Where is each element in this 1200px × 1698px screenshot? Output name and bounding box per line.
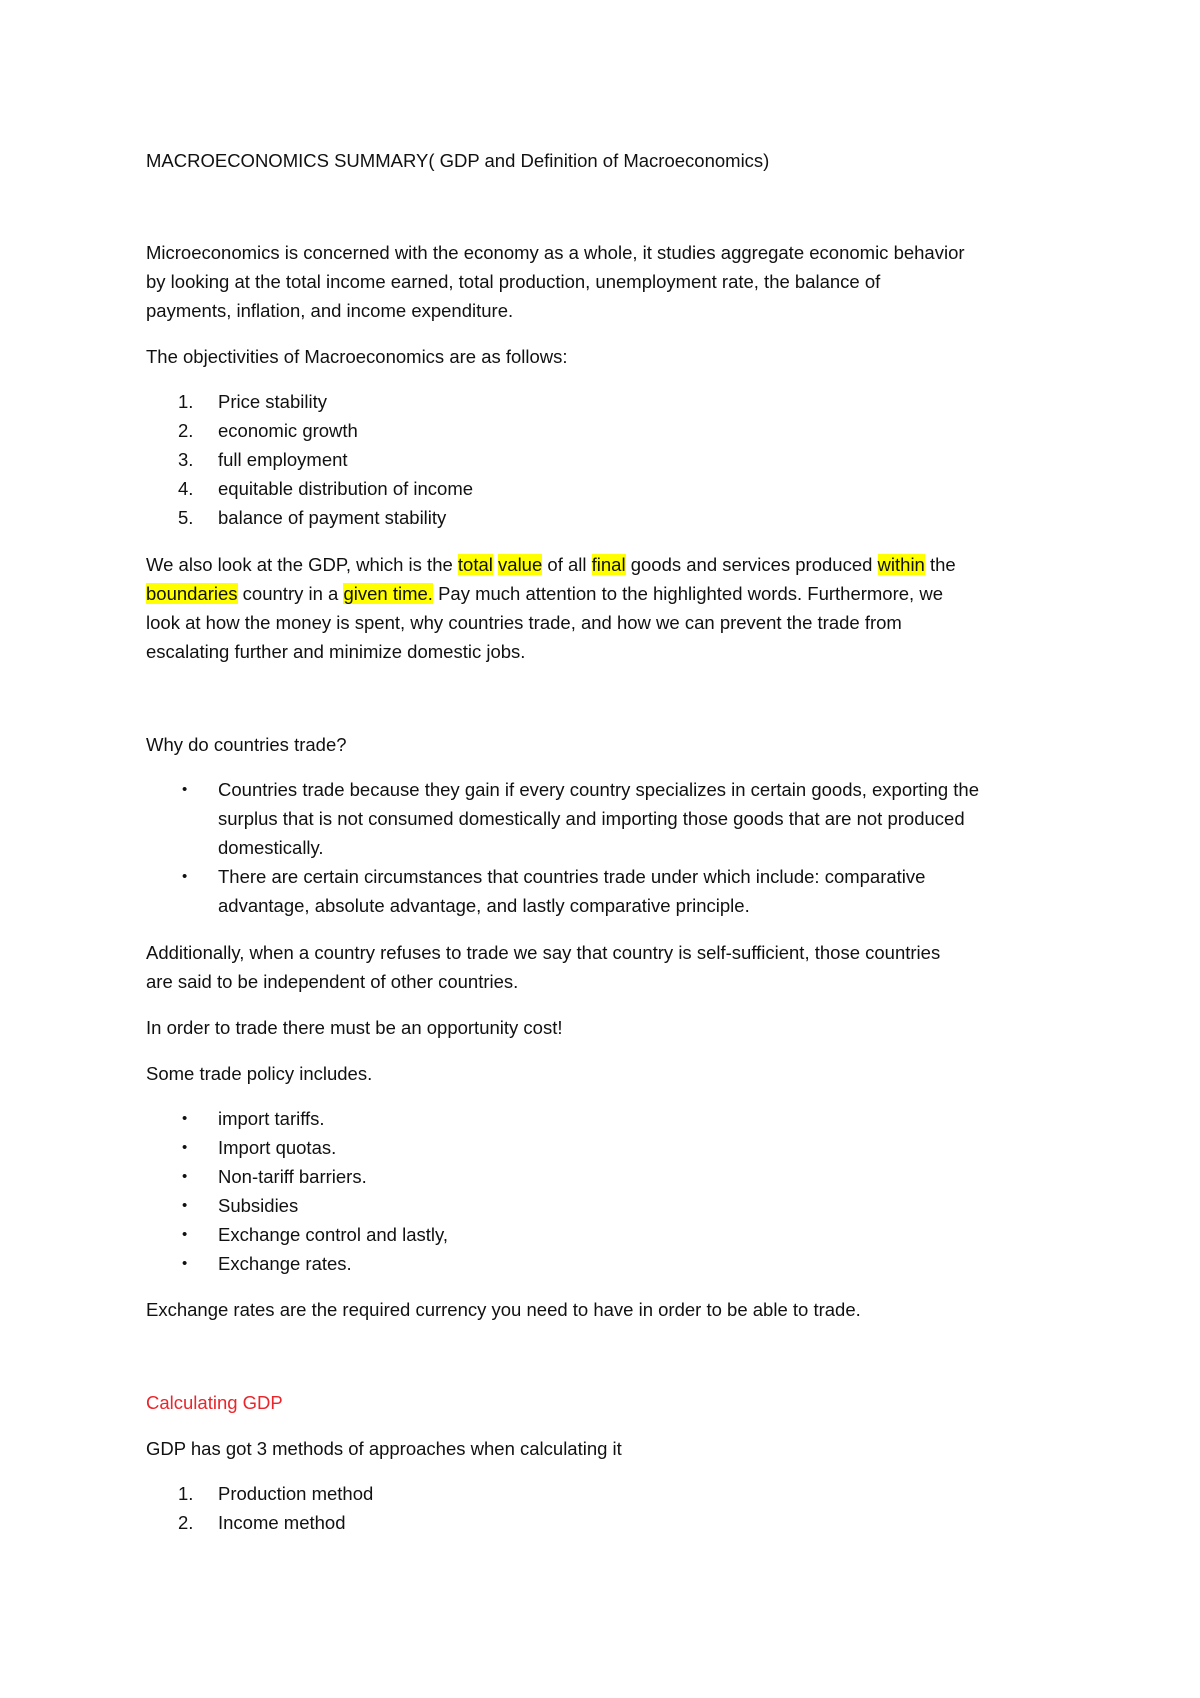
text-run: of all xyxy=(542,554,592,575)
highlighted-word: final xyxy=(591,554,626,575)
list-number: 1. xyxy=(178,391,194,412)
text-run: country in a xyxy=(237,583,344,604)
bullet-icon: • xyxy=(182,1110,188,1127)
calculating-gdp-heading: Calculating GDP xyxy=(146,1392,283,1413)
bullet-icon: • xyxy=(182,781,188,798)
list-item-text: Import quotas. xyxy=(218,1137,337,1158)
bullet-line: There are certain circumstances that countries trade under which include: comparative xyxy=(218,866,926,887)
list-item-text: Price stability xyxy=(218,391,327,412)
list-item-text: Exchange rates. xyxy=(218,1253,352,1274)
highlighted-word: value xyxy=(498,554,543,575)
bullet-line: surplus that is not consumed domestically and importing those goods that are not produced xyxy=(218,808,965,829)
bullet-icon: • xyxy=(182,1139,188,1156)
list-item-text: economic growth xyxy=(218,420,358,441)
list-item-text: equitable distribution of income xyxy=(218,478,474,499)
intro-line-3: payments, inflation, and income expenditure. xyxy=(146,300,514,321)
highlighted-word: boundaries xyxy=(146,583,238,604)
list-number: 5. xyxy=(178,507,194,528)
policy-heading: Some trade policy includes. xyxy=(146,1063,373,1084)
gdp-line-1 xyxy=(146,554,956,576)
list-item-text: Income method xyxy=(218,1512,346,1533)
list-number: 1. xyxy=(178,1483,194,1504)
highlighted-word: given time. xyxy=(343,583,433,604)
list-item-text: Non-tariff barriers. xyxy=(218,1166,367,1187)
list-number: 2. xyxy=(178,420,194,441)
text-run: Pay much attention to the highlighted words. Furthermore, we xyxy=(432,583,943,604)
bullet-icon: • xyxy=(182,1226,188,1243)
list-item-text: full employment xyxy=(218,449,348,470)
text-run: We also look at the GDP, which is the xyxy=(146,554,458,575)
gdp-line-4: escalating further and minimize domestic jobs. xyxy=(146,641,526,662)
bullet-line: advantage, absolute advantage, and lastly comparative principle. xyxy=(218,895,750,916)
exchange-rates-definition: Exchange rates are the required currency you need to have in order to be able to trade. xyxy=(146,1299,861,1320)
highlighted-word: within xyxy=(877,554,925,575)
list-item-text: import tariffs. xyxy=(218,1108,325,1129)
intro-line-2: by looking at the total income earned, total production, unemployment rate, the balance of xyxy=(146,271,881,292)
self-sufficient-line-1: Additionally, when a country refuses to trade we say that country is self-sufficient, those countries xyxy=(146,942,941,963)
text-run: goods and services produced xyxy=(625,554,878,575)
bullet-icon: • xyxy=(182,1255,188,1272)
list-number: 4. xyxy=(178,478,194,499)
text-run: the xyxy=(924,554,956,575)
list-item-text: balance of payment stability xyxy=(218,507,447,528)
list-number: 3. xyxy=(178,449,194,470)
list-number: 2. xyxy=(178,1512,194,1533)
objectives-heading: The objectivities of Macroeconomics are as follows: xyxy=(146,346,568,367)
bullet-line: domestically. xyxy=(218,837,324,858)
bullet-line: Countries trade because they gain if every country specializes in certain goods, exporting the xyxy=(218,779,979,800)
self-sufficient-line-2: are said to be independent of other countries. xyxy=(146,971,519,992)
opportunity-cost: In order to trade there must be an opportunity cost! xyxy=(146,1017,563,1038)
bullet-icon: • xyxy=(182,868,188,885)
gdp-line-3: look at how the money is spent, why countries trade, and how we can prevent the trade from xyxy=(146,612,902,633)
methods-intro: GDP has got 3 methods of approaches when calculating it xyxy=(146,1438,622,1459)
list-item-text: Subsidies xyxy=(218,1195,299,1216)
bullet-icon: • xyxy=(182,1197,188,1214)
trade-heading: Why do countries trade? xyxy=(146,734,347,755)
bullet-icon: • xyxy=(182,1168,188,1185)
list-item-text: Production method xyxy=(218,1483,374,1504)
document-title: MACROECONOMICS SUMMARY( GDP and Definition of Macroeconomics) xyxy=(146,150,770,171)
intro-line-1: Microeconomics is concerned with the economy as a whole, it studies aggregate economic behavior xyxy=(146,242,965,263)
list-item-text: Exchange control and lastly, xyxy=(218,1224,449,1245)
highlighted-word: total xyxy=(457,554,493,575)
gdp-line-2 xyxy=(146,583,943,605)
